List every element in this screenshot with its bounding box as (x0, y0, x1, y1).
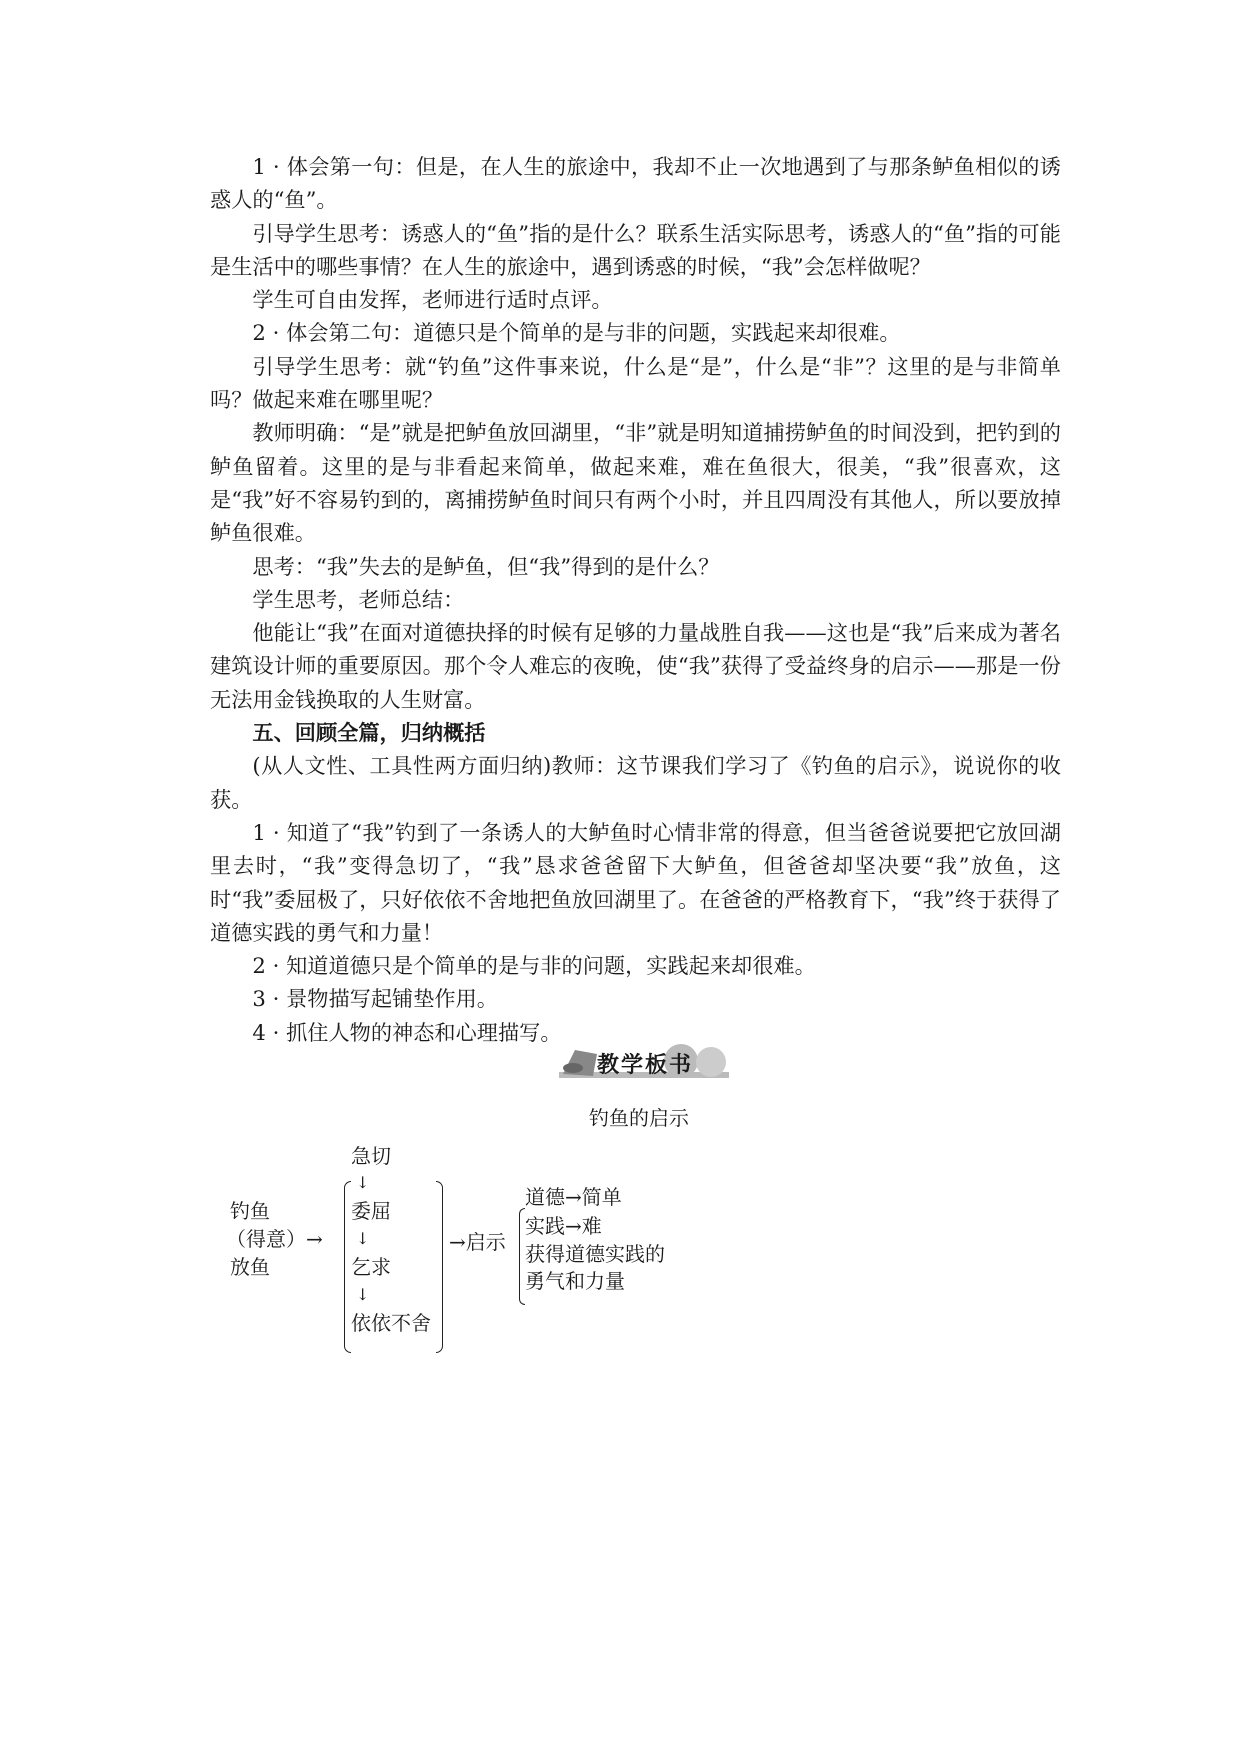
paragraph: 他能让“我”在面对道德抉择的时候有足够的力量战胜自我——这也是“我”后来成为著名建筑设计师的重要原因。那个令人难忘的夜晚，使“我”获得了受益终身的启示——那是一份无法用金钱换取的人生财富。 (210, 620, 1061, 712)
paragraph: 1 · 体会第一句：但是，在人生的旅途中，我却不止一次地遇到了与那条鲈鱼相似的诱惑人的“鱼”。 (210, 154, 1061, 213)
lesson-body (210, 150, 1061, 1049)
paragraph: 2 · 知道道德只是个简单的是与非的问题，实践起来却很难。 (252, 953, 816, 979)
lesson-2: 实践→难 (525, 1214, 602, 1238)
feeling-1: 急切 (351, 1144, 391, 1168)
blackboard-logo (559, 1044, 729, 1080)
board-title: 钓鱼的启示 (589, 1106, 689, 1130)
paragraph: 引导学生思考：就“钓鱼”这件事来说，什么是“是”，什么是“非”？这里的是与非简单吗？做起来难在哪里呢？ (210, 353, 1061, 413)
paragraph: 4 · 抓住人物的神态和心理描写。 (252, 1019, 562, 1045)
arrow-down-icon: ↓ (356, 1229, 370, 1248)
paragraph: 教师明确：“是”就是把鲈鱼放回湖里，“非”就是明知道捕捞鲈鱼的时间没到，把钓到的鲈鱼留着。这里的是与非看起来简单，做起来难，难在鱼很大，很美，“我”很喜欢，这是“我”好不容易钓到的，离捕捞鲈鱼时间只有两个小时，并且四周没有其他人，所以要放掉鲈鱼很难。 (210, 420, 1061, 546)
lesson-1: 道德→简单 (525, 1185, 622, 1209)
feeling-4: 依依不舍 (351, 1311, 431, 1335)
feeling-3: 乞求 (351, 1255, 391, 1279)
feeling-2: 委屈 (351, 1199, 391, 1223)
paragraph: 学生可自由发挥，老师进行适时点评。 (252, 287, 613, 313)
insight-label: →启示 (449, 1230, 506, 1254)
arrow-down-icon: ↓ (356, 1173, 370, 1192)
paragraph: 2 · 体会第二句：道德只是个简单的是与非的问题，实践起来却很难。 (252, 320, 901, 346)
board-left-2: （得意）→ (226, 1227, 323, 1251)
right-brace (436, 1181, 443, 1353)
logo-text: 教学板书 (597, 1052, 694, 1078)
left-brace (344, 1181, 351, 1353)
paragraph: (从人文性、工具性两方面归纳)教师：这节课我们学习了《钓鱼的启示》，说说你的收获。 (210, 753, 1061, 812)
paragraph: 学生思考，老师总结： (252, 586, 465, 612)
paragraph: 1 · 知道了“我”钓到了一条诱人的大鲈鱼时心情非常的得意，但当爸爸说要把它放回湖里去时，“我”变得急切了，“我”恳求爸爸留下大鲈鱼，但爸爸却坚决要“我”放鱼，这时“我”委屈极了，只好依依不舍地把鱼放回湖里了。在爸爸的严格教育下，“我”终于获得了道德实践的勇气和力量！ (210, 819, 1061, 945)
lesson-3: 获得道德实践的 (525, 1242, 665, 1266)
lesson-4: 勇气和力量 (525, 1269, 625, 1293)
paragraph: 引导学生思考：诱惑人的“鱼”指的是什么？联系生活实际思考，诱惑人的“鱼”指的可能是生活中的哪些事情？在人生的旅途中，遇到诱惑的时候，“我”会怎样做呢？ (210, 220, 1061, 279)
paragraph: 思考：“我”失去的是鲈鱼，但“我”得到的是什么？ (252, 553, 720, 579)
section-heading: 五、回顾全篇，归纳概括 (252, 720, 486, 746)
paragraph: 3 · 景物描写起铺垫作用。 (252, 986, 498, 1012)
arrow-down-icon: ↓ (356, 1285, 370, 1304)
board-left-3: 放鱼 (230, 1255, 270, 1279)
board-left-1: 钓鱼 (230, 1199, 270, 1223)
